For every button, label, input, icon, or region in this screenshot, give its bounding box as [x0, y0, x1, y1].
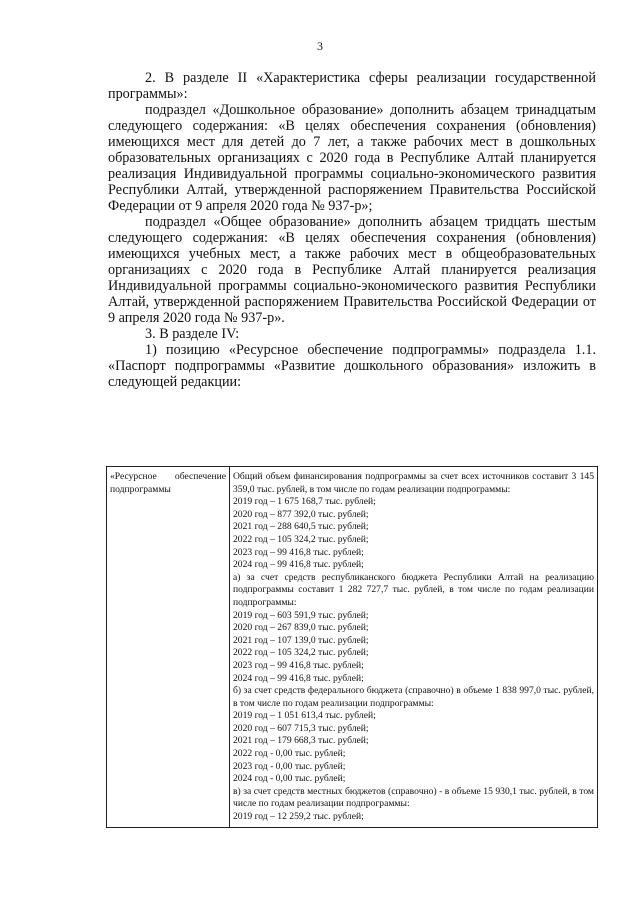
table-line: 2020 год – 267 839,0 тыс. рублей;: [233, 622, 369, 634]
table-line: а) за счет средств республиканского бюджета Республики Алтай на реализацию подпрограммы составит 1 282 727,7 тыс. рублей, в том числе по годам реализации подпрограммы:: [233, 571, 594, 608]
table-line: 2022 год – 105 324,2 тыс. рублей;: [233, 647, 369, 659]
table-line: 2024 год - 0,00 тыс. рублей;: [233, 773, 346, 785]
table-line: 2023 год – 99 416,8 тыс. рублей;: [233, 546, 364, 558]
table-line: 2022 год - 0,00 тыс. рублей;: [233, 748, 346, 760]
table-row: [107, 467, 598, 828]
paragraph: 2. В разделе II «Характеристика сферы реализации государственной программы»:: [108, 70, 596, 102]
paragraph: 1) позицию «Ресурсное обеспечение подпрограммы» подраздела 1.1. «Паспорт подпрограммы «Развитие дошкольного образования» изложить в следующей редакции:: [108, 342, 596, 390]
table-line: 2019 год – 1 051 613,4 тыс. рублей;: [233, 710, 376, 722]
body-text: [108, 70, 596, 390]
paragraph: 3. В разделе IV:: [145, 326, 240, 342]
page-number: 3: [317, 39, 323, 53]
table-line: Общий объем финансирования подпрограммы за счет всех источников составит 3 145 359,0 тыс. рублей, в том числе по годам реализации подпрограммы:: [233, 471, 594, 495]
table-line: 2020 год – 607 715,3 тыс. рублей;: [233, 722, 369, 734]
table-label-cell: «Ресурсное обеспечение подпрограммы: [107, 467, 230, 828]
table-line: 2020 год – 877 392,0 тыс. рублей;: [233, 508, 369, 520]
table-line: в) за счет средств местных бюджетов (справочно) - в объеме 15 930,1 тыс. рублей, в том числе по годам реализации подпрограммы:: [233, 785, 594, 810]
table-line: 2019 год – 603 591,9 тыс. рублей;: [233, 609, 369, 621]
table-line: 2024 год – 99 416,8 тыс. рублей;: [233, 672, 364, 684]
table-line: 2021 год – 288 640,5 тыс. рублей;: [233, 521, 369, 533]
table-line: 2023 год - 0,00 тыс. рублей;: [233, 760, 346, 772]
table-line: б) за счет средств федерального бюджета (справочно) в объеме 1 838 997,0 тыс. рублей, в том числе по годам реализации подпрограммы:: [233, 685, 594, 709]
table-line: 2023 год – 99 416,8 тыс. рублей;: [233, 659, 364, 671]
table-line: 2021 год – 107 139,0 тыс. рублей;: [233, 634, 369, 646]
table-line: 2021 год – 179 668,3 тыс. рублей;: [233, 735, 369, 747]
table-line: 2024 год – 99 416,8 тыс. рублей;: [233, 559, 364, 571]
table-line: 2019 год – 12 259,2 тыс. рублей;: [233, 811, 364, 823]
table-line: 2022 год – 105 324,2 тыс. рублей;: [233, 533, 369, 545]
paragraph: подраздел «Общее образование» дополнить абзацем тридцать шестым следующего содержания: «В целях обеспечения сохранения (обновления) имеющихся учебных мест, а также рабочих мест в общеобразовательных организациях с 2020 года в Республике Алтай планируется реализация Индивидуальной программы социально-экономического развития Республики Алтай, утвержденной распоряжением Правительства Российской Федерации от 9 апреля 2020 года № 937-р».: [108, 214, 596, 326]
table-line: 2019 год – 1 675 168,7 тыс. рублей;: [233, 496, 376, 508]
table-content-cell: [230, 467, 598, 828]
paragraph: подраздел «Дошкольное образование» дополнить абзацем тринадцатым следующего содержания: «В целях обеспечения сохранения (обновления) имеющихся мест для детей до 7 лет, а также рабочих мест в дошкольных образовательных организациях с 2020 года в Республике Алтай планируется реализация Индивидуальной программы социально-экономического развития Республики Алтай, утвержденной распоряжением Правительства Российской Федерации от 9 апреля 2020 года № 937-р»;: [108, 102, 596, 214]
resource-table: [106, 466, 598, 828]
